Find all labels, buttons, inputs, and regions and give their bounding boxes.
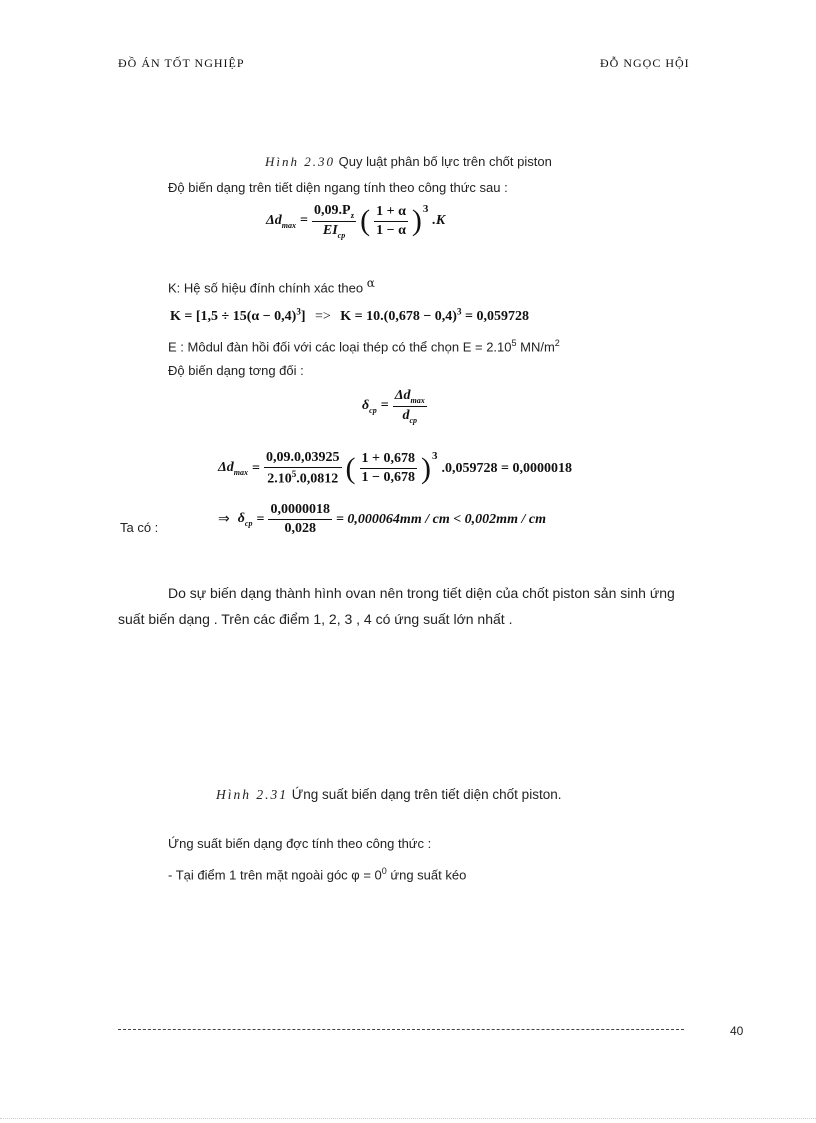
eq4-ratio-fraction: $\frac{1 + 0,678}{1 - 0,678}$	[361, 451, 415, 486]
figure-text: Quy luật phân bố lực trên chốt piston	[335, 154, 552, 169]
figure-label: Hình 2.31	[216, 787, 288, 802]
paragraph-deformation: Độ biến dạng trên tiết diện ngang tính theo công thức sau :	[168, 180, 508, 195]
eq1-fraction: $\frac{0,09.P_z}{EI_{cp}}$	[314, 203, 355, 240]
label-ta-co: Ta có :	[120, 520, 159, 535]
paragraph-modulus: E : Môdul đàn hồi đối với các loại thép có thể chọn $E = 2.10^5$ $MN/m^2$	[168, 338, 560, 355]
eq4-power: 3	[431, 450, 438, 462]
eq1-lhs: $\Delta d_{max}$	[266, 212, 297, 230]
paragraph-ovan-line1: Do sự biến dạng thành hình ovan nên trong tiết diện của chốt piston sản sinh ứng	[168, 585, 675, 601]
eq5-arrow: ⇒	[218, 512, 230, 527]
paragraph-relative: Độ biến dạng tơng đối :	[168, 363, 304, 378]
eq3-lhs: $\delta_{cp}$	[362, 397, 377, 415]
page-bottom-border	[0, 1118, 816, 1119]
eq4-right-paren: )	[420, 451, 431, 485]
header-right: ĐỖ NGỌC HỘI	[600, 56, 690, 70]
header-left: ĐỒ ÁN TỐT NGHIỆP	[118, 56, 245, 70]
equation-deformation-numeric	[218, 450, 572, 488]
equation-k	[170, 306, 529, 325]
eq2-right: $K = 10.(0,678 - 0,4)^3 = 0,059728$	[340, 306, 529, 324]
alpha-symbol: α	[366, 276, 375, 290]
paragraph-ovan-line2: suất biến dạng . Trên các điểm 1, 2, 3 , 4 có ứng suất lớn nhất .	[118, 611, 513, 627]
paragraph-point-1: - Tại điểm 1 trên mặt ngoài góc $\varphi = 0^0$ ứng suất kéo	[168, 866, 467, 883]
paragraph-k: K: Hệ số hiệu đính chính xác theo $^\alpha$	[168, 276, 375, 296]
eq2-left: $K = [1,5 \div 15(\alpha - 0,4)^3]$	[170, 306, 306, 324]
eq3-equals: =	[380, 398, 389, 414]
eq5-fraction: $\frac{0,0000018}{0,028}$	[270, 502, 330, 536]
footer-dashed-line	[118, 1029, 684, 1030]
equation-deformation-max	[266, 203, 445, 240]
eq3-fraction: $\frac{\Delta d_{max}}{d_{cp}}$	[394, 388, 425, 425]
eq4-equals: =	[252, 460, 260, 476]
figure-caption-2-30	[265, 154, 552, 170]
eq5-lhs: $\delta_{cp}$	[237, 511, 253, 528]
eq2-arrow: =>	[315, 308, 331, 324]
eq5-equals: =	[256, 511, 265, 527]
figure-caption-2-31	[216, 787, 561, 803]
figure-text: Ứng suất biến dạng trên tiết diện chốt piston.	[288, 787, 562, 802]
eq4-fraction: $\frac{0,09.0,03925}{2.10^5.0,0812}$	[266, 450, 340, 487]
eq1-right-paren: )	[411, 204, 422, 238]
equation-relative-numeric	[218, 502, 546, 537]
page-number: 40	[730, 1024, 744, 1038]
eq4-tail: .0,059728 = 0,0000018	[441, 460, 572, 476]
eq1-power: 3	[422, 203, 429, 215]
eq4-left-paren: (	[345, 451, 356, 485]
eq1-left-paren: (	[360, 204, 371, 238]
eq4-lhs: $\Delta d_{max}$	[218, 460, 249, 478]
paragraph-stress-formula: Ứng suất biến dạng đợc tính theo công thức :	[168, 836, 432, 851]
eq1-equals: =	[300, 213, 308, 229]
figure-label: Hình 2.30	[265, 154, 335, 169]
eq5-result: = 0,000064mm / cm < 0,002mm / cm	[335, 511, 546, 527]
eq1-tail: .K	[432, 213, 446, 229]
equation-relative-deformation	[362, 388, 427, 425]
eq1-alpha-fraction: $\frac{1 + \alpha}{1 - \alpha}$	[376, 203, 406, 238]
